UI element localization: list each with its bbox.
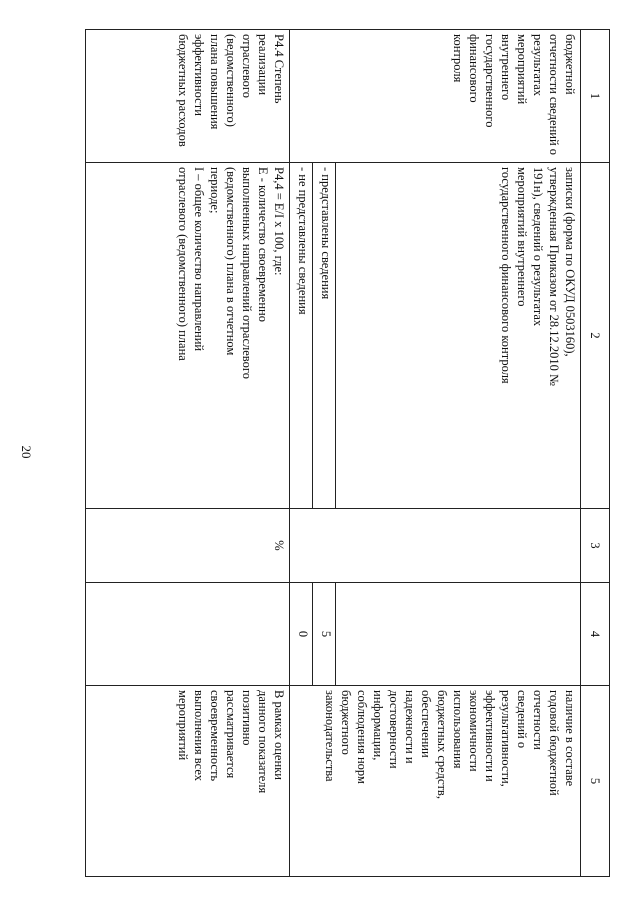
- rotated-table-container: [85, 29, 610, 876]
- cell-text-line: государственного: [483, 34, 497, 128]
- cell-text-line: мероприятий: [515, 34, 529, 105]
- cell-text-line: отраслевого: [240, 34, 254, 98]
- cell-text-line: позитивно: [240, 690, 254, 746]
- table-header-row: [581, 30, 610, 877]
- formula-cell: [336, 163, 581, 509]
- cell-text-line: обеспечении: [419, 690, 433, 758]
- comment-cell: [86, 686, 290, 877]
- cell-text-line: своевременность: [208, 690, 222, 782]
- table-row: [336, 30, 581, 877]
- comment-cell: [290, 686, 581, 877]
- indicator-table: [85, 29, 610, 877]
- cell-text-line: выполненных направлений отраслевого: [240, 167, 254, 379]
- cell-text-line: мероприятий: [176, 690, 190, 761]
- cell-text-line: реализации: [256, 34, 270, 96]
- cell-text-line: E - количество своевременно: [256, 167, 270, 322]
- option-score: 0: [290, 583, 313, 686]
- cell-text-line: периоде;: [208, 167, 222, 214]
- cell-text-line: рассматривается: [224, 690, 238, 779]
- cell-text-line: 191н), сведений о результатах: [531, 167, 545, 327]
- cell-text-line: сведений о: [515, 690, 529, 749]
- unit-cell: %: [86, 509, 290, 583]
- formula-cell: [86, 163, 290, 509]
- cell-text-line: В рамках оценки: [272, 690, 286, 780]
- cell-text-line: использования: [451, 690, 465, 769]
- cell-text-line: мероприятий внутреннего: [515, 167, 529, 307]
- option-label: - не представлены сведения: [290, 163, 313, 509]
- cell-text-line: утвержденная Приказом от 28.12.2010 №: [547, 167, 561, 386]
- cell-text-line: плана повышения: [208, 34, 222, 130]
- cell-text-line: результативности,: [499, 690, 513, 787]
- cell-text-line: P4,4 = E/I x 100, где:: [272, 167, 286, 276]
- cell-text-line: годовой бюджетной: [547, 690, 561, 796]
- cell-text-line: внутреннего: [499, 34, 513, 101]
- cell-text-line: финансового: [467, 34, 481, 103]
- cell-text-line: бюджетной: [563, 34, 577, 95]
- cell-text-line: бюджетных средств,: [435, 690, 449, 799]
- header-col-3: 3: [581, 509, 610, 583]
- option-score: 5: [313, 583, 336, 686]
- header-col-1: 1: [581, 30, 610, 163]
- cell-text-line: отраслевого (ведомственного) плана: [176, 167, 190, 361]
- cell-text-line: контроля: [451, 34, 465, 83]
- cell-text-line: P4.4 Степень: [272, 34, 286, 104]
- cell-text-line: данного показателя: [256, 690, 270, 794]
- cell-text-line: (ведомственного) плана в отчетном: [224, 167, 238, 356]
- header-col-5: 5: [581, 686, 610, 877]
- cell-text-line: государственного финансового контроля: [499, 167, 513, 384]
- header-col-2: 2: [581, 163, 610, 509]
- cell-text-line: I – общее количество направлений: [192, 167, 206, 352]
- cell-text-line: результатах: [531, 34, 545, 97]
- cell-text-line: выполнения всех: [192, 690, 206, 781]
- header-col-4: 4: [581, 583, 610, 686]
- indicator-name-cell: [86, 30, 290, 163]
- page-number: 20: [19, 445, 34, 459]
- cell-text-line: соблюдения норм: [355, 690, 369, 784]
- cell-text-line: экономичности: [467, 690, 481, 772]
- cell-text-line: бюджетного: [339, 690, 353, 755]
- score-cell: [336, 583, 581, 686]
- cell-text-line: достоверности: [387, 690, 401, 769]
- table-row: [86, 30, 290, 877]
- unit-cell: [290, 509, 581, 583]
- cell-text-line: отчетности: [531, 690, 545, 750]
- cell-text-line: (ведомственного): [224, 34, 238, 127]
- indicator-name-cell: [290, 30, 581, 163]
- cell-text-line: бюджетных расходов: [176, 34, 190, 147]
- cell-text-line: записки (форма по ОКУД 0503160),: [563, 167, 577, 357]
- cell-text-line: эффективности и: [483, 690, 497, 782]
- cell-text-line: наличие в составе: [563, 690, 577, 787]
- score-cell: [86, 583, 290, 686]
- cell-text-line: надежности и: [403, 690, 417, 764]
- cell-text-line: эффективности: [192, 34, 206, 116]
- option-label: - представлены сведения: [313, 163, 336, 509]
- cell-text-line: отчетности сведений о: [547, 34, 561, 156]
- cell-text-line: законодательства: [323, 690, 337, 782]
- cell-text-line: информации,: [371, 690, 385, 761]
